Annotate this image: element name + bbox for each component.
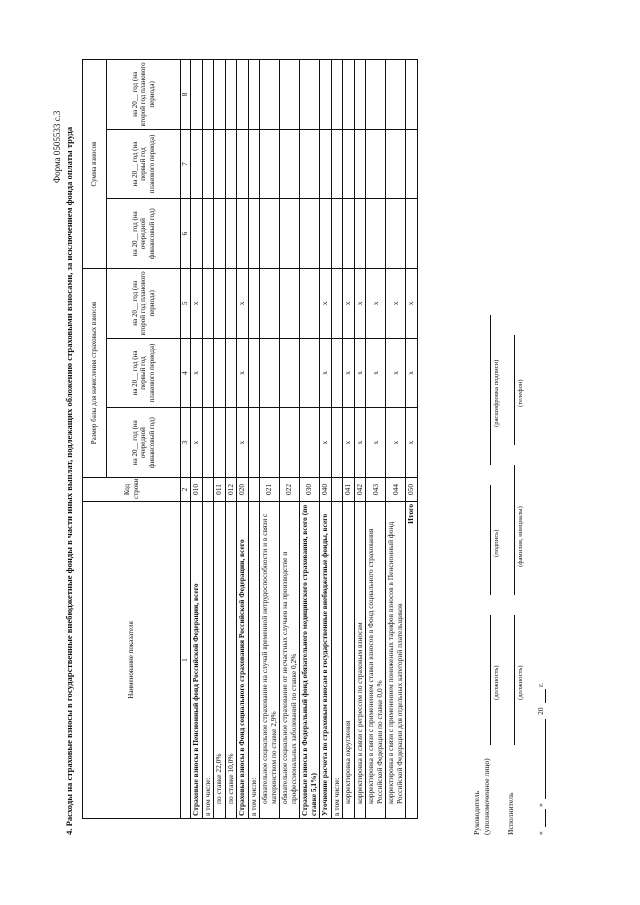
row-indicator-name: в том числе: xyxy=(248,501,260,818)
row-sum-cell xyxy=(237,129,249,199)
row-sum-cell xyxy=(280,60,300,130)
row-base-cell xyxy=(214,269,226,339)
row-base-cell xyxy=(214,338,226,408)
row-base-cell: x xyxy=(386,269,406,339)
row-sum-cell xyxy=(202,199,214,269)
row-code xyxy=(248,477,260,501)
row-sum-cell xyxy=(300,199,320,269)
row-sum-cell xyxy=(248,60,260,130)
row-base-cell xyxy=(248,338,260,408)
row-base-cell xyxy=(202,338,214,408)
row-indicator-name: по ставке 10,0% xyxy=(225,501,237,818)
table-row xyxy=(354,60,366,819)
row-base-cell: x xyxy=(191,408,203,478)
row-sum-cell xyxy=(237,60,249,130)
col-number: 5 xyxy=(181,269,191,339)
contributions-table xyxy=(82,59,418,819)
row-base-cell: x xyxy=(354,408,366,478)
row-code: 041 xyxy=(343,477,355,501)
date-month-line xyxy=(545,719,546,799)
col-number: 2 xyxy=(181,477,191,501)
head-label: Руководитель xyxy=(472,790,481,835)
row-sum-cell xyxy=(331,199,343,269)
row-indicator-name: по ставке 22,0% xyxy=(214,501,226,818)
row-base-cell xyxy=(280,408,300,478)
executor-position-caption: (должность) xyxy=(517,665,524,700)
row-base-cell xyxy=(248,408,260,478)
row-base-cell: x xyxy=(191,338,203,408)
row-base-cell xyxy=(260,408,280,478)
row-indicator-name: корректировка в связи с регрессом по страховым взносам xyxy=(354,501,366,818)
decoding-line xyxy=(490,315,491,465)
row-sum-cell xyxy=(191,129,203,199)
row-code xyxy=(331,477,343,501)
row-base-cell xyxy=(260,269,280,339)
table-row xyxy=(202,60,214,819)
row-sum-cell xyxy=(366,60,386,130)
header-code: Код строки xyxy=(83,477,181,501)
header-sum-group: Сумма взносов xyxy=(83,60,107,269)
row-base-cell xyxy=(300,338,320,408)
row-code: 043 xyxy=(366,477,386,501)
row-sum-cell xyxy=(386,129,406,199)
total-sum-cell xyxy=(406,60,418,130)
row-base-cell xyxy=(280,338,300,408)
table-row xyxy=(343,60,355,819)
total-label: Итого xyxy=(406,501,418,818)
total-sum-cell xyxy=(406,199,418,269)
row-sum-cell xyxy=(331,60,343,130)
position-line xyxy=(490,615,491,745)
header-sum-p2: на 20__ год (на второй год планового периода) xyxy=(107,60,181,130)
total-code: 050 xyxy=(406,477,418,501)
table-row xyxy=(386,60,406,819)
decoding-caption: (расшифровка подписи) xyxy=(493,359,500,427)
col-number: 7 xyxy=(181,129,191,199)
row-base-cell: x xyxy=(354,338,366,408)
row-base-cell xyxy=(225,408,237,478)
col-number: 4 xyxy=(181,338,191,408)
table-row xyxy=(300,60,320,819)
row-base-cell: x xyxy=(320,408,332,478)
row-code: 010 xyxy=(191,477,203,501)
row-sum-cell xyxy=(320,60,332,130)
row-base-cell: x xyxy=(237,269,249,339)
row-base-cell xyxy=(248,269,260,339)
row-sum-cell xyxy=(225,60,237,130)
row-base-cell: x xyxy=(354,269,366,339)
date-quote-close: » xyxy=(536,803,545,807)
row-base-cell xyxy=(260,338,280,408)
row-indicator-name: корректировка округления xyxy=(343,501,355,818)
date-quote-open: « xyxy=(536,831,545,835)
col-number: 3 xyxy=(181,408,191,478)
position-caption: (должность) xyxy=(493,665,500,700)
row-base-cell xyxy=(280,269,300,339)
row-base-cell xyxy=(300,408,320,478)
row-sum-cell xyxy=(225,129,237,199)
total-base-cell: x xyxy=(406,408,418,478)
row-code: 030 xyxy=(300,477,320,501)
row-indicator-name: обязательное социальное страхование от несчастных случаев на производстве и профессиональных заболеваний по ставке 0,2% xyxy=(280,501,300,818)
col-number: 8 xyxy=(181,60,191,130)
phone-caption: (телефон) xyxy=(517,379,524,407)
row-code: 042 xyxy=(354,477,366,501)
row-sum-cell xyxy=(354,199,366,269)
row-sum-cell xyxy=(300,60,320,130)
row-base-cell xyxy=(331,269,343,339)
executor-name-line xyxy=(514,465,515,595)
row-sum-cell xyxy=(214,199,226,269)
row-sum-cell xyxy=(366,199,386,269)
row-sum-cell xyxy=(320,199,332,269)
row-sum-cell xyxy=(191,199,203,269)
row-indicator-name: Страховые взносы в Федеральный фонд обязательного медицинского страхования, всего (по ставке 5,1%) xyxy=(300,501,320,818)
row-base-cell xyxy=(225,338,237,408)
row-sum-cell xyxy=(202,129,214,199)
date-suffix: г. xyxy=(536,682,545,687)
row-indicator-name: корректировка в связи с применением ставки взносов в Фонд социального страхования Российской Федерации по ставке 0,0 % xyxy=(366,501,386,818)
row-code: 040 xyxy=(320,477,332,501)
row-code: 020 xyxy=(237,477,249,501)
row-code: 012 xyxy=(225,477,237,501)
date-year-line xyxy=(545,689,546,703)
row-base-cell xyxy=(331,408,343,478)
row-sum-cell xyxy=(214,60,226,130)
col-number: 6 xyxy=(181,199,191,269)
row-sum-cell xyxy=(343,199,355,269)
row-indicator-name: Страховые взносы в Фонд социального страхования Российской Федерации, всего xyxy=(237,501,249,818)
header-sum-fy: на 20__ год (на очередной финансовый год) xyxy=(107,199,181,269)
row-sum-cell xyxy=(248,199,260,269)
row-base-cell xyxy=(202,269,214,339)
row-code: 044 xyxy=(386,477,406,501)
row-base-cell: x xyxy=(343,269,355,339)
row-sum-cell xyxy=(320,129,332,199)
phone-line xyxy=(514,335,515,445)
row-base-cell: x xyxy=(386,338,406,408)
row-base-cell: x xyxy=(386,408,406,478)
row-code xyxy=(202,477,214,501)
row-code: 022 xyxy=(280,477,300,501)
row-base-cell: x xyxy=(343,408,355,478)
total-base-cell: x xyxy=(406,338,418,408)
row-base-cell: x xyxy=(320,269,332,339)
row-sum-cell xyxy=(260,60,280,130)
total-row xyxy=(406,60,418,819)
row-sum-cell xyxy=(260,129,280,199)
row-base-cell xyxy=(225,269,237,339)
row-sum-cell xyxy=(237,199,249,269)
row-sum-cell xyxy=(386,199,406,269)
total-base-cell: x xyxy=(406,269,418,339)
row-sum-cell xyxy=(214,129,226,199)
row-code: 011 xyxy=(214,477,226,501)
row-base-cell: x xyxy=(343,338,355,408)
executor-position-line xyxy=(514,615,515,745)
col-number: 1 xyxy=(181,501,191,818)
row-sum-cell xyxy=(260,199,280,269)
row-base-cell: x xyxy=(366,269,386,339)
table-row xyxy=(214,60,226,819)
row-sum-cell xyxy=(366,129,386,199)
row-sum-cell xyxy=(248,129,260,199)
executor-label: Исполнитель xyxy=(506,792,515,835)
row-base-cell: x xyxy=(320,338,332,408)
date-year: 20 xyxy=(536,707,545,715)
row-sum-cell xyxy=(331,129,343,199)
row-base-cell: x xyxy=(237,408,249,478)
row-indicator-name: Страховые взносы в Пенсионный фонд Российской Федерации, всего xyxy=(191,501,203,818)
row-indicator-name: в том числе: xyxy=(202,501,214,818)
head-sub-label: (уполномоченное лицо) xyxy=(482,758,491,835)
row-code: 021 xyxy=(260,477,280,501)
form-number: Форма 0505533 с.3 xyxy=(52,110,62,183)
header-base-fy: на 20__ год (на очередной финансовый год) xyxy=(107,408,181,478)
row-sum-cell xyxy=(280,199,300,269)
date-day-line xyxy=(545,809,546,827)
row-indicator-name: в том числе: xyxy=(331,501,343,818)
row-sum-cell xyxy=(191,60,203,130)
row-sum-cell xyxy=(202,60,214,130)
section-title: 4. Расходы на страховые взносы в государственные внебюджетные фонды в части иных выплат, подлежащих обложению страховыми взносами, за исключением фонда оплаты труда xyxy=(64,126,74,835)
row-sum-cell xyxy=(386,60,406,130)
row-indicator-name: корректировка в связи с применением пониженных тарифов взносов в Пенсионный фонд Российской Федерации для отдельных категорий плательщиков xyxy=(386,501,406,818)
row-sum-cell xyxy=(343,60,355,130)
row-sum-cell xyxy=(280,129,300,199)
signature-caption: (подпись) xyxy=(493,529,500,557)
header-base-p2: на 20__ год (на второй год планового периода) xyxy=(107,269,181,339)
table-row xyxy=(260,60,280,819)
table-row xyxy=(366,60,386,819)
header-indicator: Наименование показателя xyxy=(83,501,181,818)
fio-caption: (фамилия, инициалы) xyxy=(517,506,524,567)
row-base-cell xyxy=(331,338,343,408)
row-base-cell: x xyxy=(366,338,386,408)
table-row xyxy=(248,60,260,819)
header-base-group: Размер базы для начисления страховых взносов xyxy=(83,269,107,478)
table-row xyxy=(191,60,203,819)
row-sum-cell xyxy=(354,129,366,199)
row-base-cell: x xyxy=(237,338,249,408)
row-sum-cell xyxy=(300,129,320,199)
row-indicator-name: Уточнение расчета по страховым взносам в государственные внебюджетные фонды, всего xyxy=(320,501,332,818)
header-sum-p1: на 20__ год (на первый год планового периода) xyxy=(107,129,181,199)
table-row xyxy=(280,60,300,819)
header-base-p1: на 20__ год (на первый год планового периода) xyxy=(107,338,181,408)
table-row xyxy=(331,60,343,819)
row-base-cell: x xyxy=(191,269,203,339)
row-sum-cell xyxy=(343,129,355,199)
table-row xyxy=(320,60,332,819)
total-sum-cell xyxy=(406,129,418,199)
row-base-cell: x xyxy=(366,408,386,478)
row-indicator-name: обязательное социальное страхование на случай временной нетрудоспособности и в связи с материнством по ставке 2,9% xyxy=(260,501,280,818)
row-base-cell xyxy=(214,408,226,478)
row-base-cell xyxy=(300,269,320,339)
row-base-cell xyxy=(202,408,214,478)
table-row xyxy=(225,60,237,819)
signature-line xyxy=(490,485,491,595)
table-row xyxy=(237,60,249,819)
row-sum-cell xyxy=(225,199,237,269)
row-sum-cell xyxy=(354,60,366,130)
